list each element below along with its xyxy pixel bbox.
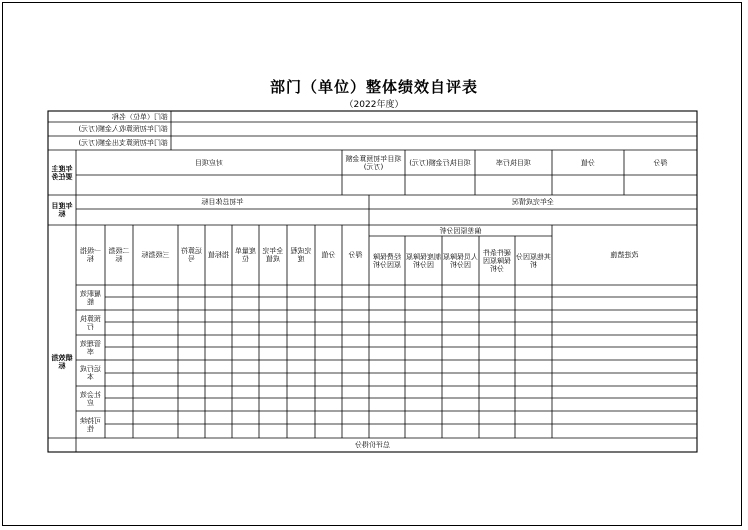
task-score-header: 得分 [653, 158, 668, 167]
deviation-system-header: 制度保障原因分析 [406, 252, 441, 269]
task-actual-header: 项目执行金额(万元) [409, 158, 471, 167]
unit-name-label: 部门（单位）名称 [112, 112, 168, 121]
measures-header: 改进措施 [610, 251, 639, 259]
level1-item: 管理效率 [80, 339, 101, 356]
form-title: 部门（单位）整体绩效自评表 [269, 78, 478, 96]
task-project-header: 对应项目 [195, 158, 223, 167]
deviation-staff-header: 人员保障原因分析 [443, 252, 478, 269]
deviation-funds-header: 经费保障原因分析 [373, 252, 401, 269]
task-rate-header: 项目执行率 [496, 158, 531, 167]
task-budget-header: 项目年初预算金额(万元) [345, 154, 402, 171]
level1-header: 一级指标 [80, 247, 101, 263]
annual-goals-label: 年度目标 [51, 202, 73, 218]
level1-item: 履职效能 [80, 289, 101, 306]
expense-label: 部门年初预算支出金额(万元) [78, 139, 168, 147]
annual-tasks-label: 年度主要任务 [51, 164, 73, 181]
value-header: 指标值 [208, 251, 229, 259]
completion-header: 全年完成情况 [512, 198, 554, 206]
level3-header: 三级指标 [141, 251, 170, 259]
deviation-header: 偏差原因分析 [439, 226, 482, 235]
level1-item: 社会效应 [80, 390, 101, 407]
task-weight-header: 分值 [581, 158, 595, 167]
score-header: 得分 [348, 251, 363, 259]
level1-item: 可持续性 [80, 416, 101, 433]
level1-item: 预算执行 [80, 314, 101, 331]
weight-header: 分值 [321, 251, 336, 259]
deviation-other-header: 其他原因分析 [516, 252, 551, 269]
actual-value-header: 全年完成值 [262, 247, 284, 263]
unit-header: 度量单位 [235, 247, 256, 263]
operator-header: 运算符号 [181, 247, 202, 263]
total-score-label: 总评价得分 [355, 441, 390, 449]
overall-target-header: 年初总体目标 [201, 198, 244, 206]
level2-header: 二级指标 [108, 247, 130, 263]
degree-header: 完成程度 [290, 247, 312, 263]
form-year: （2022年度） [344, 100, 404, 110]
performance-indicators-label: 绩效指标 [51, 353, 73, 370]
level1-item: 运行成本 [80, 365, 101, 381]
income-label: 部门年初预算收入金额(万元) [78, 125, 168, 133]
deviation-hardware-header: 硬件条件保障原因分析 [483, 248, 511, 273]
